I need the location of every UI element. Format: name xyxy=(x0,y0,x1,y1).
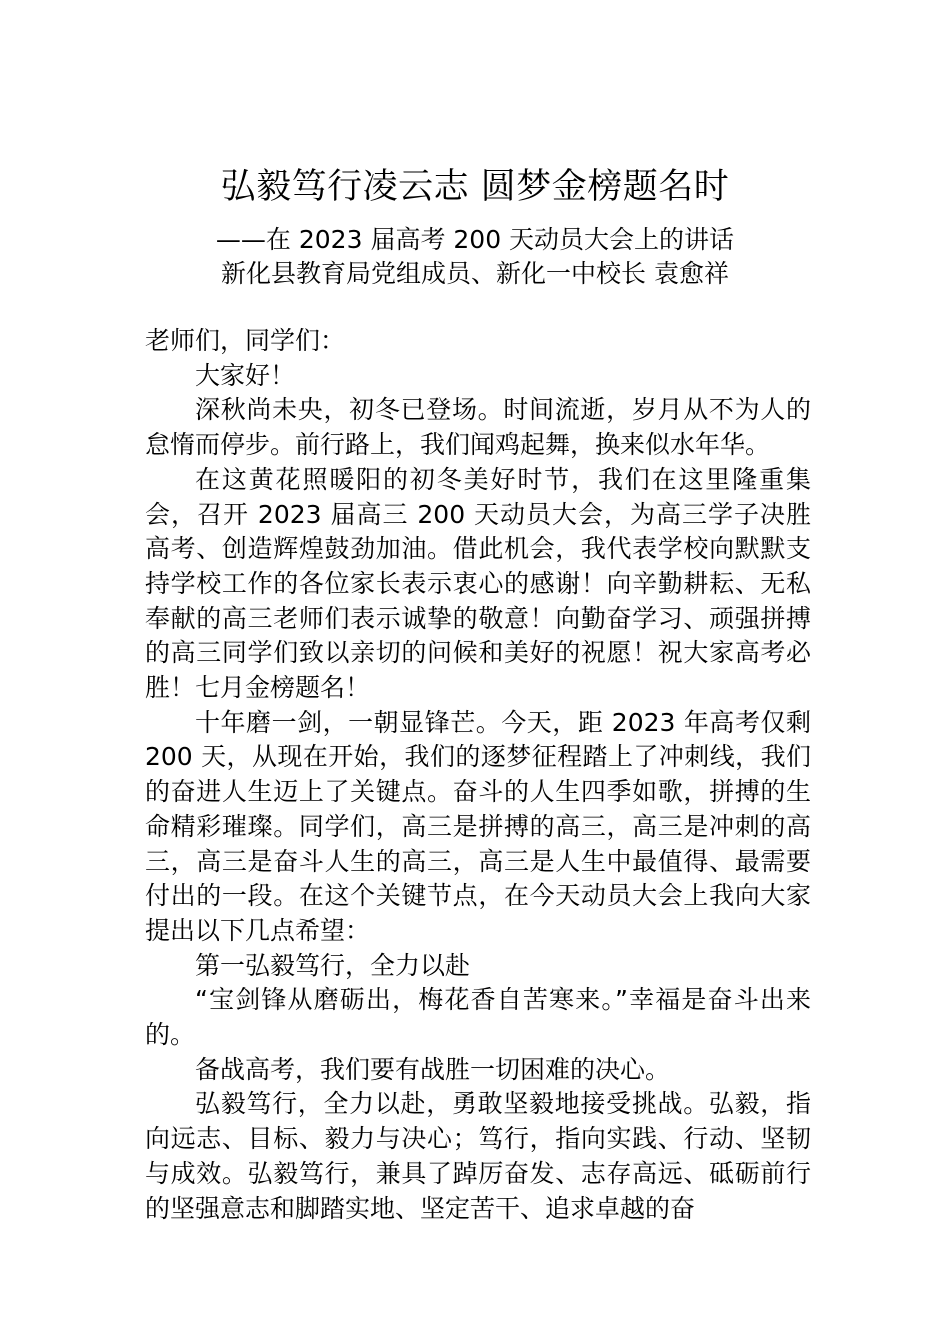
document-title: 弘毅笃行凌云志 圆梦金榜题名时 xyxy=(220,167,730,207)
paragraph: “宝剑锋从磨砺出，梅花香自苦寒来。”幸福是奋斗出来的。 xyxy=(145,985,811,1050)
paragraph: 弘毅笃行，全力以赴，勇敢坚毅地接受挑战。弘毅，指向远志、目标、毅力与决心；笃行，指向实践、行动、坚韧与成效。弘毅笃行，兼具了踔厉奋发、志存高远、砥砺前行的坚强意志和脚踏实地、坚定苦干、追求卓越的奋 xyxy=(145,1089,811,1223)
document-subtitle: ——在 2023 届高考 200 天动员大会上的讲话 xyxy=(215,225,735,254)
paragraph: 大家好！ xyxy=(195,360,296,390)
author-line: 新化县教育局党组成员、新化一中校长 袁愈祥 xyxy=(221,259,729,288)
paragraph: 在这黄花照暖阳的初冬美好时节，我们在这里隆重集会，召开 2023 届高三 200 天动员大会，为高三学子决胜高考、创造辉煌鼓劲加油。借此机会，我代表学校向默默支持学校工作的各位家长表示衷心的感谢！向辛勤耕耘、无私奉献的高三老师们表示诚挚的敬意！向勤奋学习、顽强拼搏的高三同学们致以亲切的问候和美好的祝愿！祝大家高考必胜！七月金榜题名！ xyxy=(145,464,811,703)
salutation: 老师们，同学们： xyxy=(145,326,346,355)
paragraph: 深秋尚未央，初冬已登场。时间流逝，岁月从不为人的怠惰而停步。前行路上，我们闻鸡起舞，换来似水年华。 xyxy=(145,395,811,460)
paragraph: 备战高考，我们要有战胜一切困难的决心。 xyxy=(195,1054,671,1084)
paragraph: 十年磨一剑，一朝显锋芒。今天，距 2023 年高考仅剩 200 天，从现在开始，我们的逐梦征程踏上了冲刺线，我们的奋进人生迈上了关键点。奋斗的人生四季如歌，拼搏的生命精彩璀璨。同学们，高三是拼搏的高三，高三是冲刺的高三，高三是奋斗人生的高三，高三是人生中最值得、最需要付出的一段。在这个关键节点，在今天动员大会上我向大家提出以下几点希望： xyxy=(145,707,811,945)
section-heading: 第一弘毅笃行，全力以赴 xyxy=(195,950,471,980)
document-body xyxy=(145,324,811,1226)
